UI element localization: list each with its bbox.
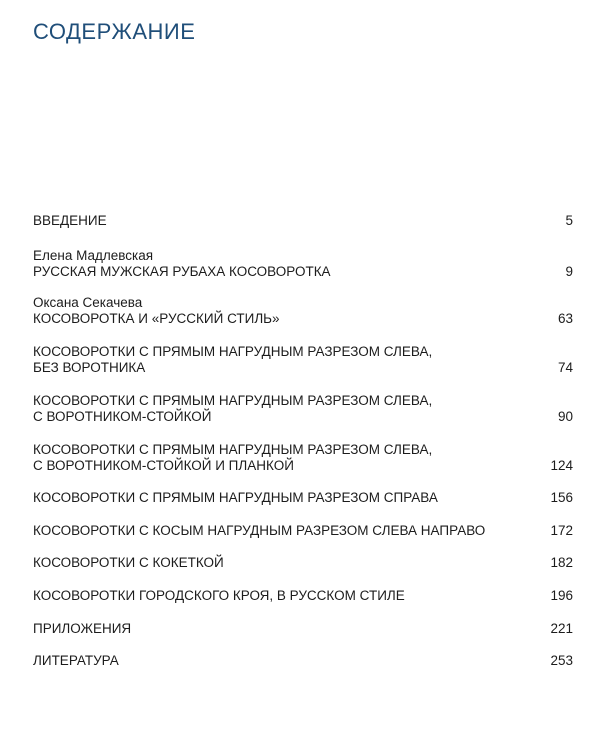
toc-page-number: 172: [550, 523, 573, 538]
toc-entry-title: [33, 248, 573, 280]
toc-entry-title: [33, 523, 573, 539]
toc-entry[interactable]: [33, 213, 573, 229]
toc-entry[interactable]: [33, 344, 573, 376]
toc-entry-title: [33, 555, 573, 571]
toc-page-number: 221: [550, 621, 573, 636]
toc-entry-title: [33, 653, 573, 669]
toc-title-line: С ВОРОТНИКОМ-СТОЙКОЙ: [33, 409, 212, 424]
toc-page-number: 5: [565, 213, 573, 228]
toc-entry[interactable]: [33, 653, 573, 669]
toc-title-line: КОСОВОРОТКИ С КОКЕТКОЙ: [33, 555, 224, 570]
toc-title-line: ПРИЛОЖЕНИЯ: [33, 621, 132, 636]
toc-title-line: КОСОВОРОТКИ ГОРОДСКОГО КРОЯ, В РУССКОМ СТИЛЕ: [33, 588, 405, 603]
toc-entry[interactable]: [33, 588, 573, 604]
toc-entry[interactable]: [33, 295, 573, 327]
toc-title-line: КОСОВОРОТКИ С ПРЯМЫМ НАГРУДНЫМ РАЗРЕЗОМ СПРАВА: [33, 490, 438, 505]
toc-entry[interactable]: [33, 621, 573, 637]
toc-entry[interactable]: [33, 393, 573, 425]
toc-author: Елена Мадлевская: [33, 248, 154, 263]
toc-entry[interactable]: [33, 490, 573, 506]
toc-title-line: ЛИТЕРАТУРА: [33, 653, 119, 668]
toc-title-line: КОСОВОРОТКИ С ПРЯМЫМ НАГРУДНЫМ РАЗРЕЗОМ СЛЕВА,: [33, 393, 433, 408]
toc-page-number: 196: [550, 588, 573, 603]
toc-title-line: РУССКАЯ МУЖСКАЯ РУБАХА КОСОВОРОТКА: [33, 264, 331, 279]
toc-title-line: ВВЕДЕНИЕ: [33, 213, 107, 228]
toc-title-line: БЕЗ ВОРОТНИКА: [33, 360, 146, 375]
toc-page-number: 9: [565, 264, 573, 279]
toc-entry-title: [33, 295, 573, 327]
toc-title-line: КОСОВОРОТКИ С КОСЫМ НАГРУДНЫМ РАЗРЕЗОМ СЛЕВА НАПРАВО: [33, 523, 486, 538]
toc-entry[interactable]: [33, 442, 573, 474]
toc-title-line: КОСОВОРОТКИ С ПРЯМЫМ НАГРУДНЫМ РАЗРЕЗОМ СЛЕВА,: [33, 442, 433, 457]
toc-page-number: 124: [550, 458, 573, 473]
toc-title-line: КОСОВОРОТКА И «РУССКИЙ СТИЛЬ»: [33, 311, 280, 326]
toc-entry-title: [33, 213, 573, 229]
toc-page-number: 74: [557, 360, 573, 375]
toc-author: Оксана Секачева: [33, 295, 143, 310]
toc-entry[interactable]: [33, 523, 573, 539]
toc-page-number: 253: [550, 653, 573, 668]
toc-entry-title: [33, 442, 573, 474]
toc-entry-title: [33, 393, 573, 425]
toc-title-line: С ВОРОТНИКОМ-СТОЙКОЙ И ПЛАНКОЙ: [33, 458, 294, 473]
toc-page-number: 63: [557, 311, 573, 326]
toc-page-number: 182: [550, 555, 573, 570]
toc-page-number: 90: [557, 409, 573, 424]
page-title: СОДЕРЖАНИЕ: [33, 19, 196, 44]
toc-entry[interactable]: [33, 248, 573, 280]
toc-entry[interactable]: [33, 555, 573, 571]
toc-page-number: 156: [550, 490, 573, 505]
toc-title-line: КОСОВОРОТКИ С ПРЯМЫМ НАГРУДНЫМ РАЗРЕЗОМ СЛЕВА,: [33, 344, 433, 359]
toc-entry-title: [33, 588, 573, 604]
toc-entry-title: [33, 490, 573, 506]
toc-entry-title: [33, 344, 573, 376]
toc-entry-title: [33, 621, 573, 637]
